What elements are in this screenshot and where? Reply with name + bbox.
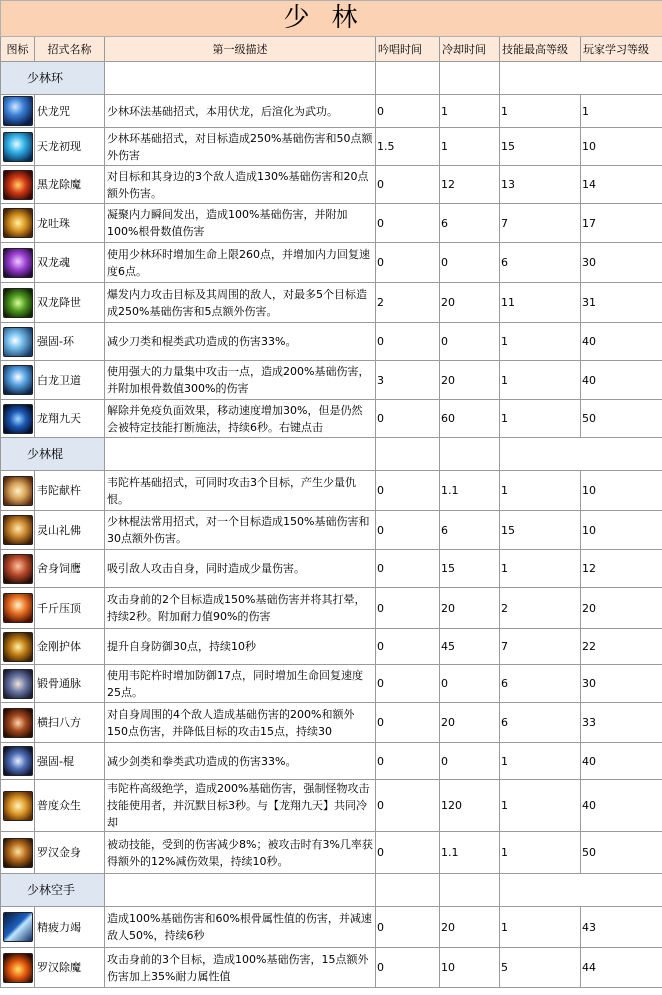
section-blank <box>105 874 376 907</box>
icon-cell <box>1 588 35 629</box>
table-row <box>1 243 662 283</box>
cooldown: 0 <box>440 665 500 703</box>
icon-cell <box>1 948 35 988</box>
section-blank <box>376 874 440 907</box>
section-blank <box>440 438 500 471</box>
table-row <box>1 780 662 832</box>
table-row <box>1 588 662 629</box>
cast-time: 0 <box>376 471 440 511</box>
dragon-staff-icon <box>3 96 33 126</box>
skill-name: 强固-环 <box>35 323 105 361</box>
table-row <box>1 471 662 511</box>
skill-description: 使用强大的力量集中攻击一点，造成200%基础伤害，并附加根骨数值300%的伤害 <box>105 361 376 400</box>
skill-name: 锻骨通脉 <box>35 665 105 703</box>
cooldown: 0 <box>440 743 500 780</box>
skill-description: 造成100%基础伤害和60%根骨属性值的伤害，并减速敌人50%，持续6秒 <box>105 907 376 948</box>
skill-description: 爆发内力攻击目标及其周围的敌人，对最多5个目标造成250%基础伤害和5点额外伤害。 <box>105 283 376 323</box>
weituo-staff-icon <box>3 476 33 506</box>
learn-level: 31 <box>581 283 662 323</box>
section-name: 少林棍 <box>1 438 105 471</box>
icon-cell <box>1 703 35 743</box>
max-level: 1 <box>500 907 581 948</box>
max-level: 1 <box>500 780 581 832</box>
skill-description: 吸引敌人攻击自身，同时造成少量伤害。 <box>105 550 376 588</box>
max-level: 13 <box>500 166 581 204</box>
header-learn-level: 玩家学习等级 <box>581 37 662 62</box>
skill-description: 攻击身前的2个目标造成150%基础伤害并将其打晕，持续2秒。附加耐力值90%的伤害 <box>105 588 376 629</box>
icon-cell <box>1 166 35 204</box>
skill-name: 千斤压顶 <box>35 588 105 629</box>
cast-time: 0 <box>376 629 440 665</box>
strengthen-staff-icon <box>3 746 33 776</box>
cooldown: 6 <box>440 204 500 243</box>
cast-time: 0 <box>376 323 440 361</box>
cooldown: 20 <box>440 361 500 400</box>
max-level: 7 <box>500 204 581 243</box>
skill-description: 韦陀杵高级绝学，造成200%基础伤害，强制怪物攻击技能使用者，并沉默目标3秒。与【龙翔九天】共同冷却 <box>105 780 376 832</box>
twin-dragon-descend-icon <box>3 288 33 318</box>
section-blank <box>105 438 376 471</box>
cooldown: 120 <box>440 780 500 832</box>
skill-description: 凝聚内力瞬间发出，造成100%基础伤害，并附加100%根骨数值伤害 <box>105 204 376 243</box>
cast-time: 0 <box>376 550 440 588</box>
section-row <box>1 62 662 95</box>
white-dragon-guard-icon <box>3 365 33 395</box>
skill-name: 龙翔九天 <box>35 400 105 438</box>
learn-level: 10 <box>581 511 662 550</box>
forge-bone-icon <box>3 669 33 699</box>
skill-name: 白龙卫道 <box>35 361 105 400</box>
learn-level: 17 <box>581 204 662 243</box>
max-level: 1 <box>500 323 581 361</box>
max-level: 1 <box>500 400 581 438</box>
learn-level: 40 <box>581 743 662 780</box>
header-description: 第一级描述 <box>105 37 376 62</box>
learn-level: 40 <box>581 361 662 400</box>
icon-cell <box>1 629 35 665</box>
arhat-demon-icon <box>3 953 33 983</box>
learn-level: 40 <box>581 780 662 832</box>
cooldown: 6 <box>440 511 500 550</box>
table-row <box>1 95 662 128</box>
cooldown: 1 <box>440 128 500 166</box>
section-blank <box>105 62 376 95</box>
cooldown: 12 <box>440 166 500 204</box>
skill-name: 双龙降世 <box>35 283 105 323</box>
table-row <box>1 665 662 703</box>
header-skill-name: 招式名称 <box>35 37 105 62</box>
cast-time: 0 <box>376 204 440 243</box>
max-level: 5 <box>500 948 581 988</box>
section-blank <box>500 874 662 907</box>
max-level: 15 <box>500 511 581 550</box>
skill-description: 提升自身防御30点，持续10秒 <box>105 629 376 665</box>
skill-name: 黑龙除魔 <box>35 166 105 204</box>
icon-cell <box>1 550 35 588</box>
max-level: 6 <box>500 665 581 703</box>
cast-time: 0 <box>376 400 440 438</box>
skill-name: 精疲力竭 <box>35 907 105 948</box>
table-row <box>1 323 662 361</box>
icon-cell <box>1 128 35 166</box>
section-row <box>1 438 662 471</box>
icon-cell <box>1 471 35 511</box>
cooldown: 1 <box>440 95 500 128</box>
table-row <box>1 204 662 243</box>
cast-time: 0 <box>376 743 440 780</box>
table-row <box>1 743 662 780</box>
icon-cell <box>1 780 35 832</box>
cast-time: 3 <box>376 361 440 400</box>
section-name: 少林环 <box>1 62 105 95</box>
skill-name: 金刚护体 <box>35 629 105 665</box>
cooldown: 60 <box>440 400 500 438</box>
icon-cell <box>1 743 35 780</box>
max-level: 1 <box>500 361 581 400</box>
section-name: 少林空手 <box>1 874 105 907</box>
section-blank <box>440 62 500 95</box>
cooldown: 20 <box>440 907 500 948</box>
learn-level: 44 <box>581 948 662 988</box>
learn-level: 50 <box>581 832 662 874</box>
skill-description: 使用少林环时增加生命上限260点，并增加内力回复速度6点。 <box>105 243 376 283</box>
section-blank <box>376 438 440 471</box>
icon-cell <box>1 204 35 243</box>
cooldown: 0 <box>440 243 500 283</box>
strengthen-ring-icon <box>3 327 33 357</box>
header-max-level: 技能最高等级 <box>500 37 581 62</box>
feed-eagle-icon <box>3 554 33 584</box>
max-level: 1 <box>500 832 581 874</box>
dragon-orb-icon <box>3 208 33 238</box>
exhaust-strike-icon <box>3 912 33 942</box>
icon-cell <box>1 243 35 283</box>
learn-level: 43 <box>581 907 662 948</box>
table-row <box>1 832 662 874</box>
cast-time: 0 <box>376 703 440 743</box>
icon-cell <box>1 511 35 550</box>
skill-description: 对自身周围的4个敌人造成基础伤害的200%和额外150点伤害，并降低目标的攻击15点，持续30 <box>105 703 376 743</box>
save-all-icon <box>3 791 33 821</box>
icon-cell <box>1 95 35 128</box>
skill-description: 使用韦陀杵时增加防御17点，同时增加生命回复速度25点。 <box>105 665 376 703</box>
icon-cell <box>1 323 35 361</box>
table-row <box>1 907 662 948</box>
cooldown: 20 <box>440 588 500 629</box>
cast-time: 0 <box>376 511 440 550</box>
skill-name: 韦陀献杵 <box>35 471 105 511</box>
table-header <box>1 37 662 62</box>
arhat-body-icon <box>3 838 33 868</box>
vajra-guard-icon <box>3 632 33 662</box>
skill-description: 攻击身前的3个目标，造成100%基础伤害，15点额外伤害加上35%耐力属性值 <box>105 948 376 988</box>
learn-level: 1 <box>581 95 662 128</box>
twin-dragon-soul-icon <box>3 248 33 278</box>
section-blank <box>376 62 440 95</box>
skill-name: 强固-棍 <box>35 743 105 780</box>
learn-level: 10 <box>581 471 662 511</box>
skill-name: 横扫八方 <box>35 703 105 743</box>
learn-level: 10 <box>581 128 662 166</box>
skill-description: 减少剑类和拳类武功造成的伤害33%。 <box>105 743 376 780</box>
skill-description: 减少刀类和棍类武功造成的伤害33%。 <box>105 323 376 361</box>
learn-level: 22 <box>581 629 662 665</box>
section-row <box>1 874 662 907</box>
skill-description: 解除并免疫负面效果，移动速度增加30%，但是仍然会被特定技能打断施法，持续6秒。右键点击 <box>105 400 376 438</box>
learn-level: 30 <box>581 243 662 283</box>
icon-cell <box>1 400 35 438</box>
table-row <box>1 948 662 988</box>
dragon-soar-icon <box>3 404 33 434</box>
learn-level: 20 <box>581 588 662 629</box>
table-row <box>1 629 662 665</box>
cast-time: 0 <box>376 588 440 629</box>
skill-description: 韦陀杵基础招式，可同时攻击3个目标，产生少量仇恨。 <box>105 471 376 511</box>
skill-description: 少林环基础招式，对目标造成250%基础伤害和50点额外伤害 <box>105 128 376 166</box>
max-level: 1 <box>500 95 581 128</box>
skill-description: 少林棍法常用招式，对一个目标造成150%基础伤害和30点额外伤害。 <box>105 511 376 550</box>
learn-level: 33 <box>581 703 662 743</box>
cast-time: 0 <box>376 243 440 283</box>
max-level: 1 <box>500 471 581 511</box>
table-row <box>1 361 662 400</box>
table-row <box>1 703 662 743</box>
header-icon: 图标 <box>1 37 35 62</box>
skill-description: 被动技能，受到的伤害减少8%；被攻击时有3%几率获得额外的12%减伤效果，持续10秒。 <box>105 832 376 874</box>
skill-name: 灵山礼佛 <box>35 511 105 550</box>
icon-cell <box>1 361 35 400</box>
learn-level: 14 <box>581 166 662 204</box>
section-blank <box>440 874 500 907</box>
icon-cell <box>1 283 35 323</box>
section-blank <box>500 62 662 95</box>
cast-time: 0 <box>376 166 440 204</box>
max-level: 1 <box>500 550 581 588</box>
sweep-eight-icon <box>3 708 33 738</box>
skill-name: 龙吐珠 <box>35 204 105 243</box>
skill-name: 舍身饲鹰 <box>35 550 105 588</box>
cast-time: 0 <box>376 95 440 128</box>
thousand-weight-icon <box>3 593 33 623</box>
lingshan-buddha-icon <box>3 515 33 545</box>
max-level: 7 <box>500 629 581 665</box>
cooldown: 20 <box>440 283 500 323</box>
header-cast-time: 吟唱时间 <box>376 37 440 62</box>
table-row <box>1 511 662 550</box>
cooldown: 45 <box>440 629 500 665</box>
table-row <box>1 283 662 323</box>
skill-name: 普度众生 <box>35 780 105 832</box>
max-level: 6 <box>500 703 581 743</box>
black-dragon-icon <box>3 170 33 200</box>
cast-time: 0 <box>376 948 440 988</box>
cooldown: 0 <box>440 323 500 361</box>
table-row <box>1 128 662 166</box>
table-row <box>1 400 662 438</box>
icon-cell <box>1 665 35 703</box>
skill-name: 罗汉除魔 <box>35 948 105 988</box>
learn-level: 40 <box>581 323 662 361</box>
page-title: 少林 <box>1 1 662 37</box>
skill-name: 伏龙咒 <box>35 95 105 128</box>
cooldown: 20 <box>440 703 500 743</box>
cast-time: 0 <box>376 780 440 832</box>
learn-level: 50 <box>581 400 662 438</box>
table-row <box>1 166 662 204</box>
learn-level: 12 <box>581 550 662 588</box>
header-cooldown: 冷却时间 <box>440 37 500 62</box>
skill-description: 少林环法基础招式，本用伏龙，后渲化为武功。 <box>105 95 376 128</box>
max-level: 1 <box>500 743 581 780</box>
icon-cell <box>1 907 35 948</box>
skill-description: 对目标和其身边的3个敌人造成130%基础伤害和20点额外伤害。 <box>105 166 376 204</box>
cooldown: 1.1 <box>440 471 500 511</box>
skill-name: 双龙魂 <box>35 243 105 283</box>
sky-dragon-icon <box>3 132 33 162</box>
cast-time: 1.5 <box>376 128 440 166</box>
max-level: 15 <box>500 128 581 166</box>
skill-name: 天龙初现 <box>35 128 105 166</box>
section-blank <box>500 438 662 471</box>
cast-time: 0 <box>376 907 440 948</box>
learn-level: 30 <box>581 665 662 703</box>
cast-time: 2 <box>376 283 440 323</box>
max-level: 11 <box>500 283 581 323</box>
cooldown: 1.1 <box>440 832 500 874</box>
icon-cell <box>1 832 35 874</box>
max-level: 2 <box>500 588 581 629</box>
cooldown: 15 <box>440 550 500 588</box>
max-level: 6 <box>500 243 581 283</box>
cast-time: 0 <box>376 832 440 874</box>
skill-name: 罗汉金身 <box>35 832 105 874</box>
cast-time: 0 <box>376 665 440 703</box>
cooldown: 10 <box>440 948 500 988</box>
table-row <box>1 550 662 588</box>
